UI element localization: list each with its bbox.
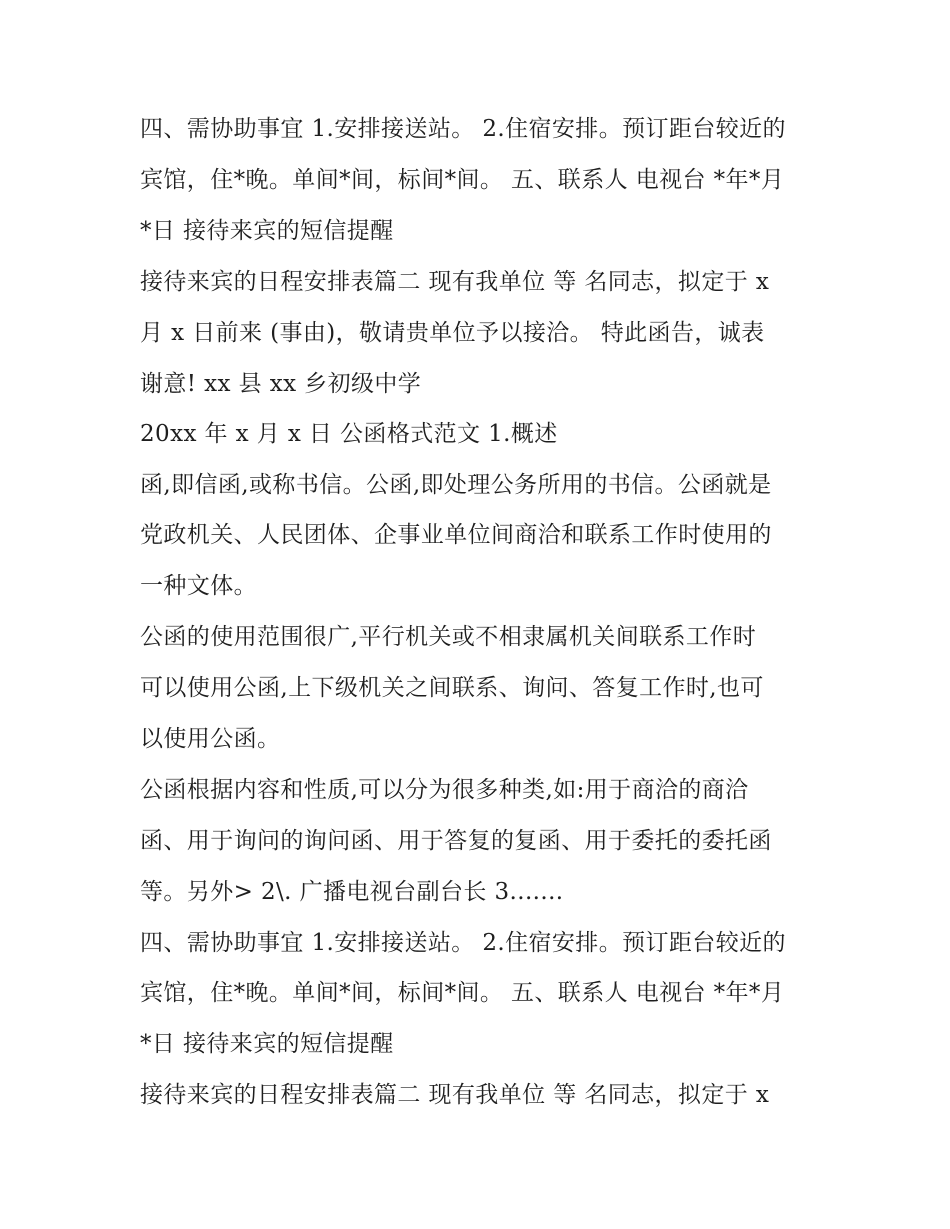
- text-line: 公函的使用范围很广,平行机关或不相隶属机关间联系工作时: [140, 624, 757, 650]
- text-line: 接待来宾的日程安排表篇二 现有我单位 等 名同志，拟定于 x: [140, 269, 770, 295]
- text-line: 公函根据内容和性质,可以分为很多种类,如:用于商洽的商洽: [140, 777, 749, 803]
- text-line: 可以使用公函,上下级机关之间联系、询问、答复工作时,也可: [140, 675, 764, 701]
- text-line: 函,即信函,或称书信。公函,即处理公务所用的书信。公函就是: [140, 472, 772, 498]
- text-line: 接待来宾的日程安排表篇二 现有我单位 等 名同志，拟定于 x: [140, 1082, 770, 1108]
- text-line: *日 接待来宾的短信提醒: [140, 1031, 394, 1057]
- text-line: 宾馆，住*晚。单间*间，标间*间。 五、联系人 电视台 *年*月: [140, 980, 785, 1006]
- text-line: 一种文体。: [140, 573, 257, 599]
- text-line: 函、用于询问的询问函、用于答复的复函、用于委托的委托函: [140, 828, 772, 854]
- text-line: 月 x 日前来 (事由)，敬请贵单位予以接洽。 特此函告，诚表: [140, 320, 765, 346]
- text-line: 20xx 年 x 月 x 日 公函格式范文 1.概述: [140, 421, 558, 447]
- text-line: 以使用公函。: [140, 726, 281, 752]
- text-line: 党政机关、人民团体、企事业单位间商洽和联系工作时使用的: [140, 522, 772, 548]
- text-line: 四、需协助事宜 1.安排接送站。 2.住宿安排。预订距台较近的: [140, 116, 786, 142]
- text-line: 四、需协助事宜 1.安排接送站。 2.住宿安排。预订距台较近的: [140, 930, 786, 956]
- text-line: *日 接待来宾的短信提醒: [140, 218, 394, 244]
- text-line: 谢意! xx 县 xx 乡初级中学: [140, 371, 422, 397]
- text-line: 等。另外> 2\. 广播电视台副台长 3.......: [140, 879, 564, 905]
- text-line: 宾馆，住*晚。单间*间，标间*间。 五、联系人 电视台 *年*月: [140, 167, 785, 193]
